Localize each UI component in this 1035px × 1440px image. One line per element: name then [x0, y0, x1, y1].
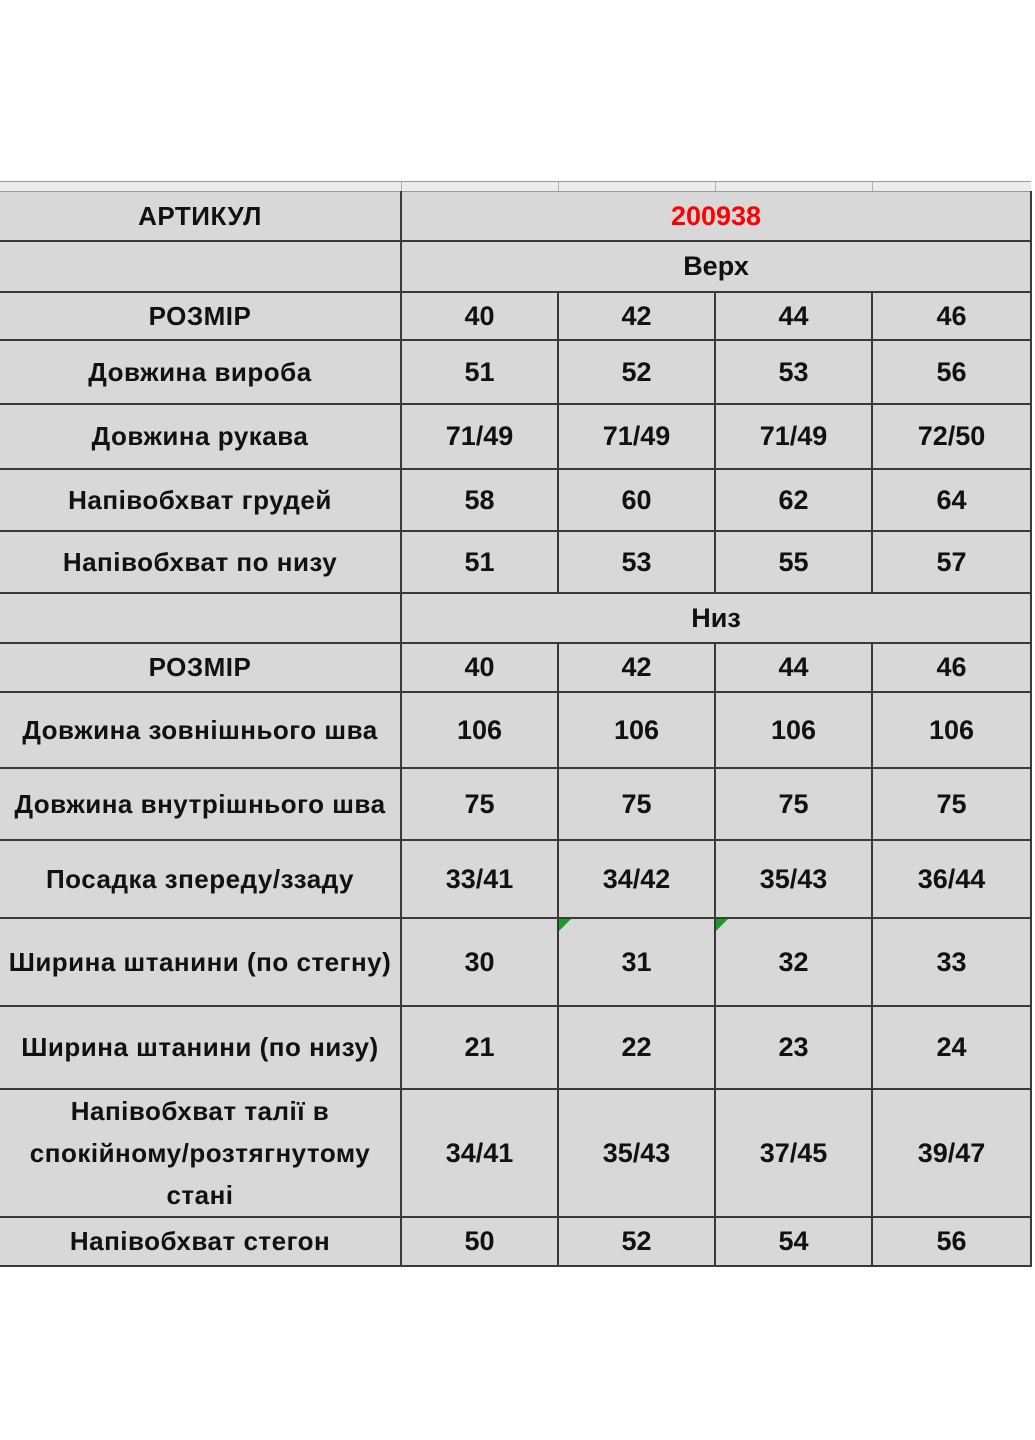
size-label-top: РОЗМІР [0, 292, 401, 340]
measurement-value: 32 [715, 918, 872, 1006]
measurement-label: Довжина рукава [0, 404, 401, 469]
size-row-bottom [0, 643, 1031, 692]
measurement-label: Посадка зпереду/ззаду [0, 840, 401, 918]
measurement-value: 39/47 [872, 1089, 1031, 1217]
measurement-value: 36/44 [872, 840, 1031, 918]
article-row [0, 192, 1031, 241]
article-number: 200938 [401, 192, 1031, 241]
measurement-label: Напівобхват стегон [0, 1217, 401, 1266]
measurement-label: Довжина виробa [0, 340, 401, 404]
size-cell: 42 [558, 643, 715, 692]
measurement-row [0, 692, 1031, 768]
measurement-value: 22 [558, 1006, 715, 1089]
measurement-label: Ширина штанини (по стегну) [0, 918, 401, 1006]
measurement-row [0, 840, 1031, 918]
measurement-label: Довжина внутрішнього шва [0, 768, 401, 840]
size-cell: 44 [715, 292, 872, 340]
measurement-value: 51 [401, 340, 558, 404]
measurement-row [0, 469, 1031, 531]
measurement-value: 37/45 [715, 1089, 872, 1217]
measurement-label: Ширина штанини (по низу) [0, 1006, 401, 1089]
measurement-value: 106 [401, 692, 558, 768]
size-cell: 40 [401, 292, 558, 340]
section-heading-bottom: Низ [401, 593, 1031, 643]
size-chart-sheet [0, 181, 1031, 1267]
measurement-value: 54 [715, 1217, 872, 1266]
measurement-value: 58 [401, 469, 558, 531]
section-heading-row-top [0, 241, 1031, 292]
measurement-value: 21 [401, 1006, 558, 1089]
measurement-value: 33/41 [401, 840, 558, 918]
section-heading-top: Верх [401, 241, 1031, 292]
measurement-value: 52 [558, 340, 715, 404]
measurement-value: 75 [715, 768, 872, 840]
measurement-value: 35/43 [558, 1089, 715, 1217]
measurement-value: 52 [558, 1217, 715, 1266]
measurement-row [0, 404, 1031, 469]
measurement-row [0, 1089, 1031, 1217]
measurement-value: 34/42 [558, 840, 715, 918]
measurement-value: 56 [872, 1217, 1031, 1266]
measurement-value: 75 [401, 768, 558, 840]
measurement-value: 71/49 [558, 404, 715, 469]
measurement-value: 55 [715, 531, 872, 593]
size-cell: 46 [872, 643, 1031, 692]
measurement-value: 56 [872, 340, 1031, 404]
measurement-value: 64 [872, 469, 1031, 531]
measurement-value: 51 [401, 531, 558, 593]
measurement-value: 35/43 [715, 840, 872, 918]
measurement-value: 23 [715, 1006, 872, 1089]
measurement-row [0, 768, 1031, 840]
measurement-value: 34/41 [401, 1089, 558, 1217]
measurement-value: 71/49 [401, 404, 558, 469]
measurement-row [0, 1006, 1031, 1089]
measurement-value: 53 [558, 531, 715, 593]
measurement-row [0, 1217, 1031, 1266]
measurement-value: 33 [872, 918, 1031, 1006]
measurement-value: 106 [558, 692, 715, 768]
measurement-row [0, 340, 1031, 404]
measurement-row [0, 918, 1031, 1006]
size-row-top [0, 292, 1031, 340]
measurement-label: Напівобхват грудей [0, 469, 401, 531]
measurement-value: 106 [715, 692, 872, 768]
measurement-value: 62 [715, 469, 872, 531]
measurement-value: 31 [558, 918, 715, 1006]
measurement-value: 72/50 [872, 404, 1031, 469]
size-cell: 42 [558, 292, 715, 340]
size-cell: 40 [401, 643, 558, 692]
measurement-row [0, 531, 1031, 593]
size-chart-table [0, 191, 1032, 1267]
size-cell: 46 [872, 292, 1031, 340]
column-header-strip [0, 181, 1031, 191]
section-heading-row-bottom [0, 593, 1031, 643]
measurement-label: Напівобхват по низу [0, 531, 401, 593]
empty-cell [0, 593, 401, 643]
measurement-value: 50 [401, 1217, 558, 1266]
article-label: АРТИКУЛ [0, 192, 401, 241]
measurement-label: Напівобхват талії в спокійному/розтягнутому стані [0, 1089, 401, 1217]
measurement-label: Довжина зовнішнього шва [0, 692, 401, 768]
size-label-bottom: РОЗМІР [0, 643, 401, 692]
measurement-value: 75 [872, 768, 1031, 840]
measurement-value: 53 [715, 340, 872, 404]
measurement-value: 24 [872, 1006, 1031, 1089]
size-cell: 44 [715, 643, 872, 692]
empty-cell [0, 241, 401, 292]
measurement-value: 57 [872, 531, 1031, 593]
measurement-value: 75 [558, 768, 715, 840]
measurement-value: 60 [558, 469, 715, 531]
measurement-value: 106 [872, 692, 1031, 768]
measurement-value: 71/49 [715, 404, 872, 469]
measurement-value: 30 [401, 918, 558, 1006]
